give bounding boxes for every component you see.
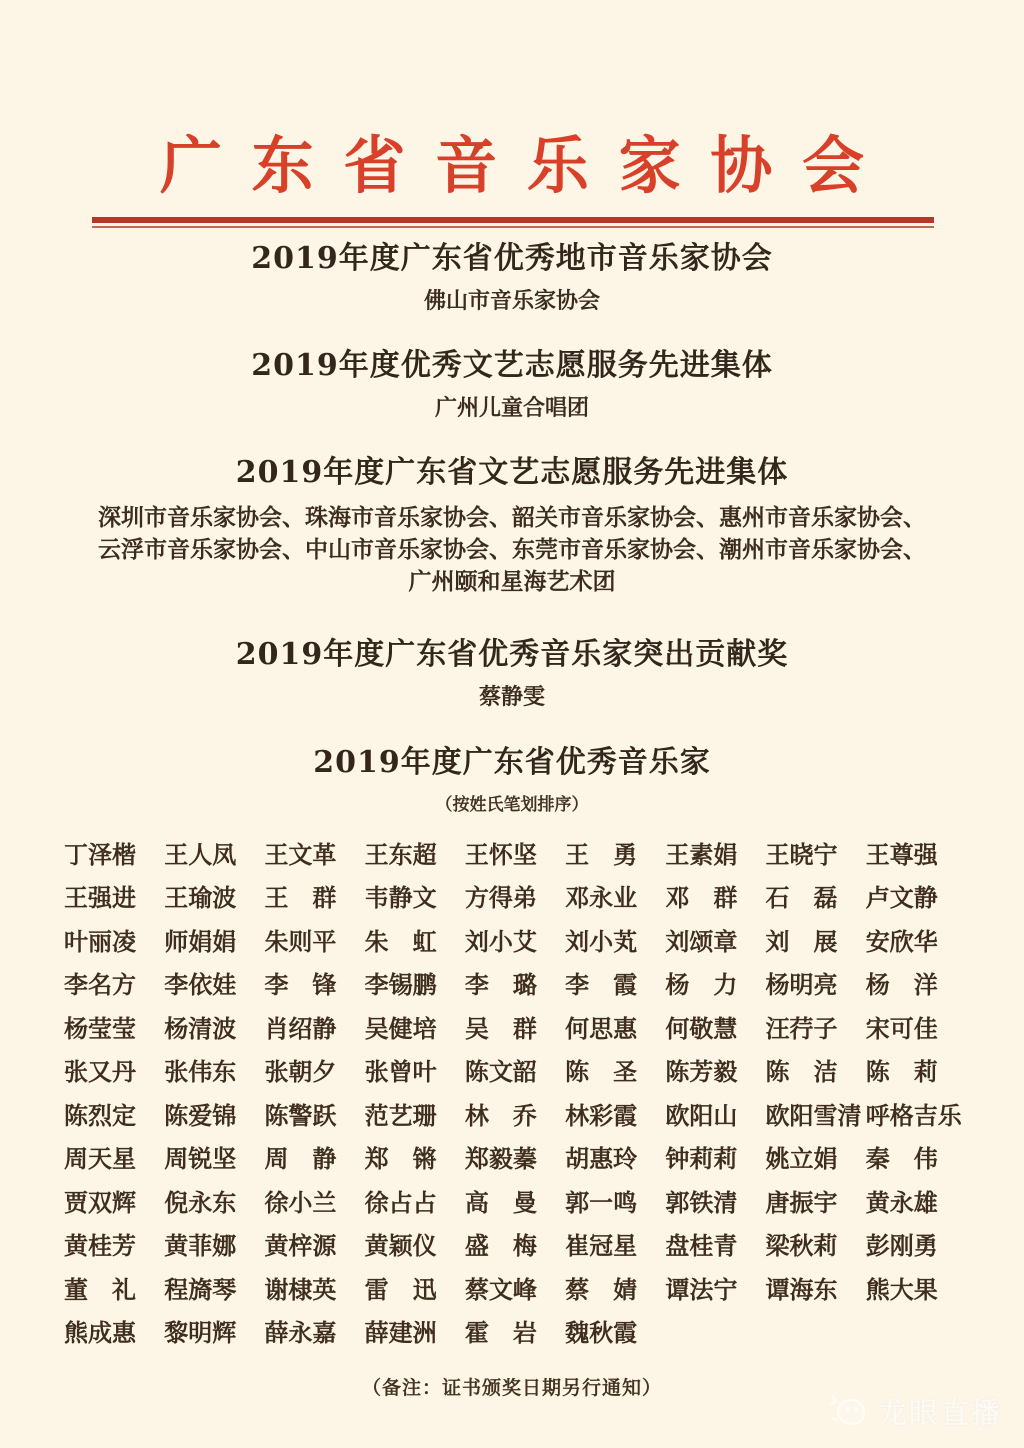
sort-order-note: （按姓氏笔划排序） — [435, 794, 589, 815]
award-recipient: 云浮市音乐家协会、中山市音乐家协会、东莞市音乐家协会、潮州市音乐家协会、 — [98, 535, 926, 563]
award-recipient: 深圳市音乐家协会、珠海市音乐家协会、韶关市音乐家协会、惠州市音乐家协会、 — [98, 503, 926, 531]
musician-name: 王 勇 — [565, 839, 638, 869]
musician-name: 李 锋 — [264, 970, 337, 1000]
musician-name: 陈警跃 — [264, 1100, 337, 1130]
musician-name: 李 璐 — [464, 970, 537, 1000]
musician-name: 欧阳山 — [665, 1100, 738, 1130]
watermark-label: 龙眼直播 — [877, 1396, 1002, 1430]
musician-name: 谭海东 — [765, 1274, 838, 1304]
musician-name: 陈 莉 — [865, 1057, 938, 1087]
musician-name: 黄颖仪 — [364, 1231, 437, 1261]
musician-name: 钟莉莉 — [665, 1144, 738, 1174]
musician-name: 陈文韶 — [464, 1057, 537, 1087]
musician-name: 黎明辉 — [164, 1318, 237, 1348]
musician-name: 汪荇子 — [765, 1013, 838, 1043]
musician-name: 王人凤 — [164, 839, 237, 869]
musician-name: 唐振宇 — [765, 1187, 838, 1217]
musician-name: 魏秋霞 — [565, 1318, 638, 1348]
musician-name: 郭铁清 — [665, 1187, 738, 1217]
longan-mascot-icon — [830, 1394, 870, 1430]
musician-name: 倪永东 — [164, 1187, 237, 1217]
musician-name: 杨 洋 — [865, 970, 938, 1000]
musician-name: 刘 展 — [765, 926, 838, 956]
musician-name: 林 乔 — [464, 1100, 537, 1130]
musician-name: 霍 岩 — [464, 1318, 537, 1348]
musician-name: 陈烈定 — [64, 1100, 136, 1130]
musician-name: 周 静 — [264, 1144, 337, 1174]
musician-name: 王 群 — [264, 883, 337, 913]
musician-name: 张又丹 — [64, 1057, 136, 1087]
award-heading: 2019年度广东省优秀地市音乐家协会 — [251, 241, 773, 277]
award-recipient: 佛山市音乐家协会 — [423, 287, 600, 314]
musician-name: 吴健培 — [364, 1013, 437, 1043]
musician-name: 雷 迅 — [364, 1274, 437, 1304]
musician-name: 叶丽凌 — [64, 926, 136, 956]
award-recipient: 广州儿童合唱团 — [434, 394, 589, 421]
musician-name: 谭法宁 — [665, 1274, 738, 1304]
musician-name: 贾双辉 — [64, 1187, 136, 1217]
musician-name: 黄永雄 — [865, 1187, 938, 1217]
musician-name: 朱 虹 — [364, 926, 437, 956]
musician-name: 林彩霞 — [565, 1100, 638, 1130]
musician-name: 张伟东 — [164, 1057, 237, 1087]
award-section-outstanding-contribution — [0, 636, 1024, 712]
musician-name: 董 礼 — [64, 1274, 136, 1304]
musician-name: 崔冠星 — [565, 1231, 638, 1261]
musician-name: 高 曼 — [464, 1187, 537, 1217]
musician-name: 王尊强 — [865, 839, 938, 869]
musician-name: 熊大果 — [865, 1274, 938, 1304]
page-title: 广东省音乐家协会 — [159, 129, 894, 202]
musician-name: 刘小芄 — [565, 926, 638, 956]
award-heading: 2019年度广东省文艺志愿服务先进集体 — [235, 455, 789, 491]
musician-name: 韦静文 — [364, 883, 437, 913]
musician-name: 郑 锵 — [364, 1144, 437, 1174]
title-divider-rule — [92, 217, 934, 228]
musician-name: 陈 圣 — [565, 1057, 638, 1087]
musician-name: 盘桂青 — [665, 1231, 738, 1261]
musician-name: 黄菲娜 — [164, 1231, 237, 1261]
musician-name: 张朝夕 — [264, 1057, 337, 1087]
musician-name: 王文革 — [264, 839, 337, 869]
musician-name: 丁泽楷 — [64, 839, 136, 869]
musician-name: 安欣华 — [865, 926, 938, 956]
musician-name: 杨 力 — [665, 970, 738, 1000]
musician-name: 梁秋莉 — [765, 1231, 838, 1261]
musician-name: 邓永业 — [565, 883, 638, 913]
musician-name: 卢文静 — [865, 883, 938, 913]
musician-name: 王东超 — [364, 839, 437, 869]
musician-name: 郑毅蓁 — [464, 1144, 537, 1174]
musician-name: 彭刚勇 — [865, 1231, 938, 1261]
musician-name: 杨莹莹 — [64, 1013, 136, 1043]
musician-name: 刘小艾 — [464, 926, 537, 956]
musician-name: 谢棣英 — [264, 1274, 337, 1304]
musician-name: 杨清波 — [164, 1013, 237, 1043]
musician-name: 刘颂章 — [665, 926, 738, 956]
musician-name: 朱则平 — [264, 926, 337, 956]
musician-name: 王强进 — [64, 883, 136, 913]
award-heading: 2019年度广东省优秀音乐家 — [313, 745, 711, 781]
musician-name: 石 磊 — [765, 883, 838, 913]
musician-name: 程旖琴 — [164, 1274, 237, 1304]
musician-name: 王晓宁 — [765, 839, 838, 869]
musician-name: 王素娟 — [665, 839, 738, 869]
award-section-outstanding-musicians — [0, 744, 1024, 1353]
musician-name: 范艺珊 — [364, 1100, 437, 1130]
musician-name: 陈芳毅 — [665, 1057, 738, 1087]
musician-name: 徐占占 — [364, 1187, 437, 1217]
musician-name: 黄桂芳 — [64, 1231, 136, 1261]
musician-name: 陈爱锦 — [164, 1100, 237, 1130]
musician-name: 蔡 婧 — [565, 1274, 638, 1304]
musician-name: 徐小兰 — [264, 1187, 337, 1217]
musician-name: 郭一鸣 — [565, 1187, 638, 1217]
musician-name: 肖绍静 — [264, 1013, 337, 1043]
musician-name: 张曾叶 — [364, 1057, 437, 1087]
musician-name: 蔡文峰 — [464, 1274, 537, 1304]
musician-name: 师娟娟 — [164, 926, 237, 956]
musician-name: 邓 群 — [665, 883, 738, 913]
musician-name: 熊成惠 — [64, 1318, 136, 1348]
musician-name: 宋可佳 — [865, 1013, 938, 1043]
musician-name: 姚立娟 — [765, 1144, 838, 1174]
award-recipient-list — [0, 502, 1024, 598]
musician-name: 欧阳雪清 — [765, 1100, 862, 1130]
musician-name: 胡惠玲 — [565, 1144, 638, 1174]
musician-name: 黄梓源 — [264, 1231, 337, 1261]
musician-name: 秦 伟 — [865, 1144, 938, 1174]
musician-name: 杨明亮 — [765, 970, 838, 1000]
musician-name: 周天星 — [64, 1144, 136, 1174]
musician-name: 盛 梅 — [464, 1231, 537, 1261]
musicians-grid — [64, 831, 966, 1353]
musician-name: 呼格吉乐 — [865, 1100, 962, 1130]
musician-name: 陈 洁 — [765, 1057, 838, 1087]
musician-name: 何思惠 — [565, 1013, 638, 1043]
musician-name: 周锐坚 — [164, 1144, 237, 1174]
award-recipient: 广州颐和星海艺术团 — [408, 567, 616, 595]
musician-name: 薛建洲 — [364, 1318, 437, 1348]
musician-name: 何敬慧 — [665, 1013, 738, 1043]
award-heading: 2019年度广东省优秀音乐家突出贡献奖 — [235, 636, 789, 672]
musician-name: 薛永嘉 — [264, 1318, 337, 1348]
footnote: （备注：证书颁奖日期另行通知） — [361, 1376, 662, 1399]
musician-name: 李名方 — [64, 970, 136, 1000]
musician-name: 李依娃 — [164, 970, 237, 1000]
musician-name: 王瑜波 — [164, 883, 237, 913]
watermark — [830, 1391, 1002, 1432]
musician-name: 李锡鹏 — [364, 970, 437, 1000]
award-recipient: 蔡静雯 — [478, 684, 545, 711]
award-section-city-association — [0, 240, 1024, 315]
award-heading: 2019年度优秀文艺志愿服务先进集体 — [251, 348, 773, 384]
musician-name: 李 霞 — [565, 970, 638, 1000]
musician-name: 吴 群 — [464, 1013, 537, 1043]
award-section-province-volunteer-collective — [0, 454, 1024, 598]
award-section-volunteer-collective — [0, 347, 1024, 422]
musician-name: 王怀坚 — [464, 839, 537, 869]
musician-name: 方得弟 — [464, 883, 537, 913]
